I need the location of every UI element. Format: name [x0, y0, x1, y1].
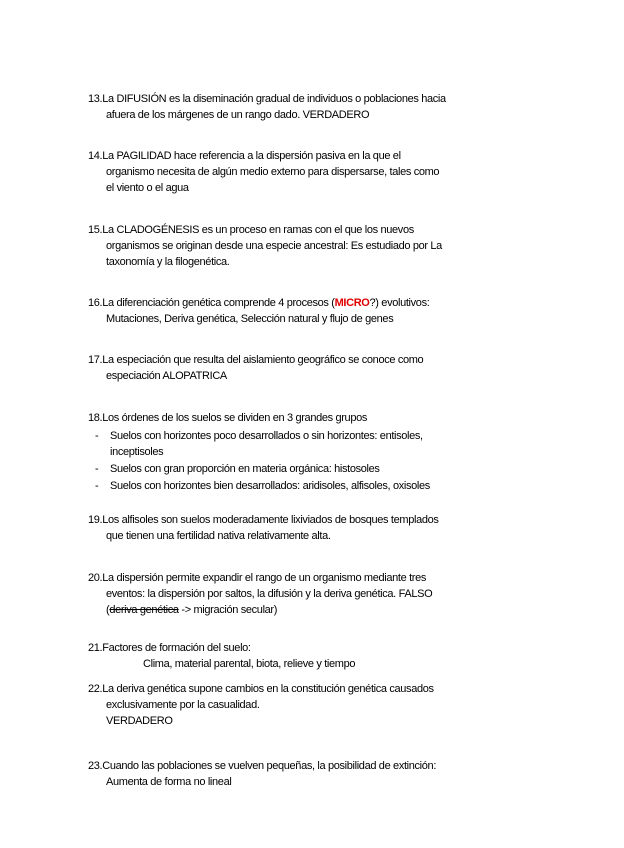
question-18	[88, 410, 528, 426]
question-text: -> migración secular)	[178, 604, 278, 616]
question-text: especiación ALOPATRICA	[106, 370, 227, 382]
question-22	[88, 681, 528, 729]
question-text: VERDADERO	[106, 715, 173, 727]
question-text: organismos se originan desde una especie ancestral: Es estudiado por La	[106, 240, 442, 252]
question-number: 14.	[88, 150, 103, 162]
list-item-text: Suelos con gran proporción en materia orgánica: histosoles	[110, 463, 380, 475]
list-item	[95, 428, 423, 460]
question-17	[88, 352, 528, 384]
question-13	[88, 91, 528, 123]
question-text: La DIFUSIÓN es la diseminación gradual de individuos o poblaciones hacia	[102, 93, 446, 105]
question-text: el viento o el agua	[106, 182, 189, 194]
list-item-text: Suelos con horizontes poco desarrollados o sin horizontes: entisoles,	[110, 430, 423, 442]
question-number: 23.	[88, 760, 103, 772]
question-text: La especiación que resulta del aislamiento geográfico se conoce como	[102, 354, 424, 366]
question-text: Clima, material parental, biota, relieve y tiempo	[143, 658, 356, 670]
question-number: 20.	[88, 572, 103, 584]
question-number: 16.	[88, 297, 103, 309]
question-text: La dispersión permite expandir el rango de un organismo mediante tres	[102, 572, 427, 584]
question-text: La diferenciación genética comprende 4 procesos (	[102, 297, 335, 309]
question-21	[88, 640, 528, 672]
question-text: exclusivamente por la casualidad.	[106, 699, 260, 711]
bullet-dash: -	[95, 480, 99, 492]
bullet-dash: -	[95, 430, 99, 442]
question-number: 13.	[88, 93, 103, 105]
question-19	[88, 512, 528, 544]
question-15	[88, 222, 528, 270]
question-number: 15.	[88, 224, 103, 236]
question-text: Los órdenes de los suelos se dividen en 3 grandes grupos	[102, 412, 368, 424]
struck-text: deriva genética	[109, 604, 179, 616]
bullet-dash: -	[95, 463, 99, 475]
list-item	[95, 461, 380, 477]
question-text: que tienen una fertilidad nativa relativamente alta.	[106, 530, 331, 542]
question-text: La deriva genética supone cambios en la constitución genética causados	[102, 683, 434, 695]
question-16	[88, 295, 528, 327]
highlighted-word: MICRO	[334, 297, 370, 309]
question-14	[88, 148, 528, 196]
question-text: (	[106, 604, 110, 616]
question-text: Aumenta de forma no lineal	[106, 776, 232, 788]
question-20	[88, 570, 528, 618]
question-text: afuera de los márgenes de un rango dado. VERDADERO	[106, 109, 370, 121]
question-text: Factores de formación del suelo:	[102, 642, 251, 654]
question-number: 17.	[88, 354, 103, 366]
question-text: taxonomía y la filogenética.	[106, 256, 230, 268]
question-number: 18.	[88, 412, 103, 424]
list-item-text: inceptisoles	[110, 446, 164, 458]
question-text: La PAGILIDAD hace referencia a la dispersión pasiva en la que el	[102, 150, 401, 162]
question-text: La CLADOGÉNESIS es un proceso en ramas con el que los nuevos	[102, 224, 414, 236]
question-23	[88, 758, 528, 790]
question-text: Cuando las poblaciones se vuelven pequeñas, la posibilidad de extinción:	[102, 760, 437, 772]
question-number: 22.	[88, 683, 103, 695]
list-item	[95, 478, 430, 494]
question-text: organismo necesita de algún medio externo para dispersarse, tales como	[106, 166, 440, 178]
question-number: 21.	[88, 642, 103, 654]
question-text: Mutaciones, Deriva genética, Selección natural y flujo de genes	[106, 313, 394, 325]
question-text: Los alfisoles son suelos moderadamente lixiviados de bosques templados	[102, 514, 439, 526]
question-text: ?) evolutivos:	[369, 297, 430, 309]
question-text: eventos: la dispersión por saltos, la difusión y la deriva genética. FALSO	[106, 588, 433, 600]
question-number: 19.	[88, 514, 103, 526]
list-item-text: Suelos con horizontes bien desarrollados: aridisoles, alfisoles, oxisoles	[110, 480, 430, 492]
